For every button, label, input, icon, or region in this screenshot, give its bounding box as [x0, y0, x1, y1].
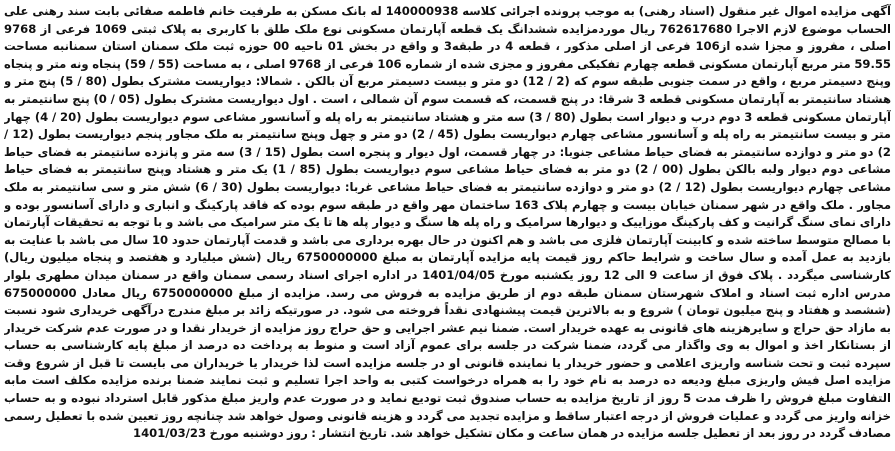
auction-notice — [4, 3, 891, 447]
auction-notice-text: آگهی مزایده اموال غیر منقول (اسناد رهنی) به موجب پرونده اجرائی کلاسه 140000938 له بانک مسکن به طرفیت خانم فاطمه صفائی بابت سند رهنی علی الحساب موضوع لازم الاجرا 762617680 ریال موردمزایده ششدانگ یک قطعه آپارتمان مسکونی نوع ملک طلق با کاربری به پلاک ثبتی 1069 فرعی از 9768 اصلی ، مفروز و مجزا شده از106 فرعی از اصلی مذکور ، قطعه 4 در طبقه3 و واقع در بخش 01 ناحیه 00 حوزه ثبت ملک سمنان استان سمنانبه مساحت 59.55 متر مربع آپارتمان مسکونی قطعه چهارم تفکیکی مفروز و مجزی شده از شماره 106 فرعی از 9768 اصلی ، به مساحت (55 / 59) پنجاه ونه متر و پنجاه وپنج دسیمتر مربع ، واقع در سمت جنوبی طبقه سوم که (2 / 12) دو متر و بیست دسیمتر مربع آن بالکن . شمالا: دیواریست مشترک بطول (80 / 5) پنج متر و هشتاد سانتیمتر به آپارتمان مسکونی قطعه 3 شرقا: در پنج قسمت، که قسمت سوم آن شمالی ، است . اول دیواریست مشترک بطول (05 / 0) پنج سانتیمتر به آپارتمان مسکونی قطعه 3 دوم درب و دیوار است بطول (80 / 3) سه متر و هشتاد سانتیمتر به راه پله و آسانسور مشاعی سوم دیواریست بطول (20 / 4) چهار متر و بیست سانتیمتر به راه پله و آسانسور مشاعی چهارم دیواریست بطول (45 / 2) دو متر و چهل وپنج سانتیمتر به ملک مجاور پنجم دیواریست بطول (12 / 2) دو متر و دوازده سانتیمتر به فضای حیاط مشاعی جنوبا: در چهار قسمت، اول دیوار و پنجره است بطول (15 / 3) سه متر و پانزده سانتیمتر به فضای حیاط مشاعی دوم دیوار ولبه بالکن بطول (00 / 2) دو متر به فضای حیاط مشاعی سوم دیواریست بطول (85 / 1) یک متر و هشتاد وپنج سانتیمتر به فضای حیاط مشاعی چهارم دیواریست بطول (12 / 2) دو متر و دوازده سانتیمتر به فضای حیاط مشاعی غربا: دیواریست بطول (30 / 6) شش متر و سی سانتیمتر به ملک مجاور . ملک واقع در شهر سمنان خیابان بیست و چهارم پلاک 163 ساختمان مهر واقع در طبقه سوم بوده که فاقد پارکینگ و انباری و دارای آسانسور بوده و دارای نمای سنگ گرانیت و کف پارکینگ موزاییک و دیوارها سرامیک و راه پله ها سنگ و دیوار پله ها تا یک متر سرامیک می باشد و با توجه به تحقیقات آپارتمان با مصالح متوسط ساخته شده و کابینت آپارتمان فلزی می باشد و هم اکنون در حال بهره برداری می باشد و قدمت آپارتمان حدود 10 سال می باشد با عنایت به بازدید به عمل آمده و سال ساخت و شرایط حاکم روز قیمت پایه مزایده آپارتمان به مبلغ 6750000000 ریال (شش میلیارد و هفتصد و پنجاه میلیون ریال) کارشناسی میگردد . پلاک فوق از ساعت 9 الی 12 روز یکشنبه مورخ 1401/04/05 در اداره اجرای اسناد رسمی سمنان واقع در سمنان میدان مطهری بلوار مدرس اداره ثبت اسناد و املاک شهرستان سمنان طبقه دوم از طریق مزایده به فروش می رسد. مزایده از مبلغ 6750000000 ریال معادل 675000000 (ششصد و هفتاد و پنج میلیون تومان ) شروع و به بالاترین قیمت پیشنهادی نقداً فروخته می شود. در صورتیکه زائد بر مبلغ مندرج درآگهی خریداری شود نسبت به مازاد حق حراج و سایرهزینه های قانونی به عهده خریدار است. ضمنا نیم عشر اجرایی و حق حراج روز مزایده از خریدار نقدا و در صورت عدم شرکت خریدار از بستانکار اخذ و اموال به وی واگذار می گردد، ضمنا شرکت در جلسه برای عموم آزاد است و منوط به پرداخت ده درصد از مبلغ پایه کارشناسی به حساب سپرده ثبت و تحت شناسه واریزی اعلامی و حضور خریدار یا نماینده قانونی او در جلسه مزایده است لذا خریدار یا خریداران می بایست تا قبل از شروع وقت مزایده اصل فیش واریزی مبلغ ودیعه ده درصد به نام خود را به همراه درخواست کتبی به واحد اجرا تسلیم و ثبت نمایند ضمنا برنده مزایده مکلف است مابه التفاوت مبلغ فروش را ظرف مدت 5 روز از تاریخ مزایده به حساب صندوق ثبت تودیع نماید و در صورت عدم واریز مبلغ مذکور قابل استرداد نبوده و به حساب خزانه واریز می گردد و عملیات فروش از درجه اعتبار ساقط و مزایده تجدید می گردد و هزینه قانونی وصول خواهد شد چنانچه روز تعیین شده با تعطیل رسمی مصادف گردد در روز بعد از تعطیل جلسه مزایده در همان ساعت و مکان تشکیل خواهد شد. تاریخ انتشار : روز دوشنبه مورخ 1401/03/23 — [4, 4, 891, 441]
